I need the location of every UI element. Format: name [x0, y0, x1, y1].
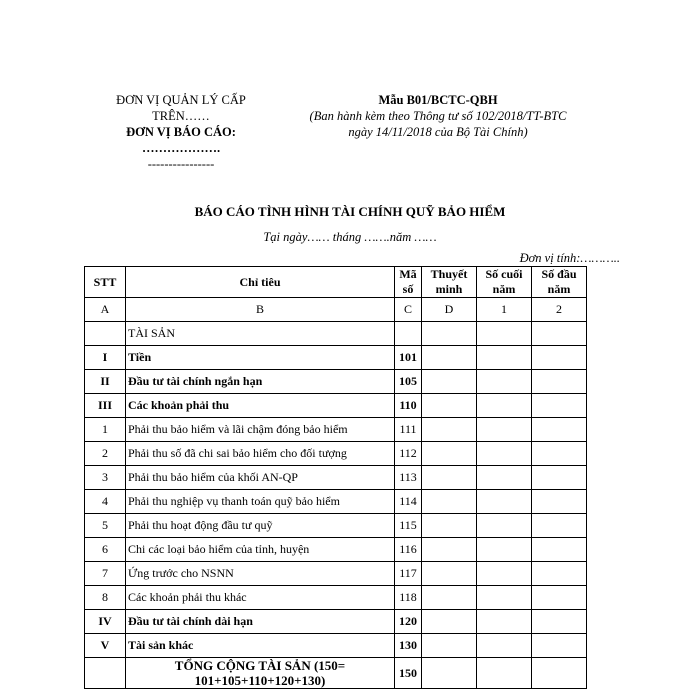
total-row [85, 658, 587, 689]
row-label: Các khoản phải thu [126, 394, 395, 418]
row-year-start-cell[interactable] [532, 442, 587, 466]
letter-cell: C [395, 298, 422, 322]
row-note-cell[interactable] [422, 586, 477, 610]
letter-cell: 2 [532, 298, 587, 322]
row-code: 113 [395, 466, 422, 490]
row-stt: V [85, 634, 126, 658]
row-year-end-cell[interactable] [477, 346, 532, 370]
row-stt: 8 [85, 586, 126, 610]
managing-unit-block [96, 92, 266, 172]
row-label: Phải thu bảo hiểm của khối AN-QP [126, 466, 395, 490]
row-code: 112 [395, 442, 422, 466]
row-label: Ứng trước cho NSNN [126, 562, 395, 586]
row-note-cell[interactable] [422, 610, 477, 634]
row-year-end-cell[interactable] [477, 370, 532, 394]
letter-cell: 1 [477, 298, 532, 322]
row-label: Tài sản khác [126, 634, 395, 658]
row-label: Phải thu bảo hiểm và lãi chậm đóng bảo hiểm [126, 418, 395, 442]
reporting-unit-label: ĐƠN VỊ BÁO CÁO: [126, 125, 236, 139]
row-year-start-cell[interactable] [532, 394, 587, 418]
row-code: 117 [395, 562, 422, 586]
row-year-end-cell[interactable] [477, 634, 532, 658]
row-note-cell[interactable] [422, 538, 477, 562]
row-year-end-cell[interactable] [477, 322, 532, 346]
row-label: Phải thu nghiệp vụ thanh toán quỹ bảo hiểm [126, 490, 395, 514]
financial-table [84, 266, 587, 689]
row-note-cell[interactable] [422, 514, 477, 538]
row-stt: I [85, 346, 126, 370]
row-year-start-cell[interactable] [532, 346, 587, 370]
letter-cell: A [85, 298, 126, 322]
row-year-end-cell[interactable] [477, 490, 532, 514]
row-year-end-cell[interactable] [477, 586, 532, 610]
header-note: Thuyết minh [422, 267, 477, 298]
row-stt: 4 [85, 490, 126, 514]
total-label [126, 658, 395, 689]
table-row [85, 322, 587, 346]
row-year-end-cell[interactable] [477, 466, 532, 490]
form-note-line2: ngày 14/11/2018 của Bộ Tài Chính) [348, 125, 528, 139]
row-note-cell[interactable] [422, 466, 477, 490]
row-label: Đầu tư tài chính dài hạn [126, 610, 395, 634]
row-note-cell[interactable] [422, 634, 477, 658]
row-year-start-cell[interactable] [532, 586, 587, 610]
row-stt [85, 322, 126, 346]
row-year-end-cell[interactable] [477, 538, 532, 562]
row-code: 130 [395, 634, 422, 658]
row-note-cell[interactable] [422, 322, 477, 346]
row-year-start-cell[interactable] [532, 514, 587, 538]
letter-cell: D [422, 298, 477, 322]
table-row [85, 586, 587, 610]
row-code: 111 [395, 418, 422, 442]
row-stt: IV [85, 610, 126, 634]
row-year-start-cell[interactable] [532, 610, 587, 634]
table-row [85, 490, 587, 514]
table-row [85, 610, 587, 634]
row-code: 120 [395, 610, 422, 634]
report-date: Tại ngày…… tháng …….năm …… [263, 230, 437, 244]
row-note-cell[interactable] [422, 370, 477, 394]
table-header-row [85, 267, 587, 298]
table-row [85, 442, 587, 466]
reporting-unit-divider: ---------------- [147, 157, 215, 171]
row-year-end-cell[interactable] [477, 562, 532, 586]
row-label: Các khoản phải thu khác [126, 586, 395, 610]
form-info-block [286, 92, 590, 140]
row-note-cell[interactable] [422, 394, 477, 418]
row-year-start-cell[interactable] [532, 490, 587, 514]
reporting-unit-value: ………………. [141, 141, 221, 155]
form-note-line1: (Ban hành kèm theo Thông tư số 102/2018/TT-BTC [309, 109, 567, 123]
row-year-end-cell[interactable] [477, 442, 532, 466]
row-code: 115 [395, 514, 422, 538]
row-code [395, 322, 422, 346]
row-year-start-cell[interactable] [532, 370, 587, 394]
row-label: Tiền [126, 346, 395, 370]
table-row [85, 418, 587, 442]
table-row [85, 538, 587, 562]
row-stt: III [85, 394, 126, 418]
row-code: 101 [395, 346, 422, 370]
total-year-end[interactable] [477, 658, 532, 689]
row-year-end-cell[interactable] [477, 514, 532, 538]
letter-cell: B [126, 298, 395, 322]
row-code: 110 [395, 394, 422, 418]
header-stt: STT [85, 267, 126, 298]
row-note-cell[interactable] [422, 418, 477, 442]
header-year-start: Số đầu năm [532, 267, 587, 298]
row-label: Phải thu số đã chi sai bảo hiểm cho đối tượng [126, 442, 395, 466]
managing-unit-label: ĐƠN VỊ QUẢN LÝ CẤP [116, 93, 246, 107]
row-label: Chi các loại bảo hiểm của tỉnh, huyện [126, 538, 395, 562]
total-note[interactable] [422, 658, 477, 689]
header-year-end: Số cuối năm [477, 267, 532, 298]
row-note-cell[interactable] [422, 562, 477, 586]
table-row [85, 562, 587, 586]
column-letter-row [85, 298, 587, 322]
row-year-start-cell[interactable] [532, 418, 587, 442]
table-row [85, 514, 587, 538]
header-code: Mã số [395, 267, 422, 298]
header-indicator: Chỉ tiêu [126, 267, 395, 298]
row-stt: 2 [85, 442, 126, 466]
row-stt: 6 [85, 538, 126, 562]
table-row [85, 466, 587, 490]
row-year-end-cell[interactable] [477, 418, 532, 442]
row-note-cell[interactable] [422, 490, 477, 514]
managing-unit-value: TRÊN…… [152, 109, 210, 123]
total-stt [85, 658, 126, 689]
form-code: Mẫu B01/BCTC-QBH [378, 93, 498, 107]
table-row [85, 634, 587, 658]
table-row [85, 370, 587, 394]
row-stt: 5 [85, 514, 126, 538]
total-code: 150 [395, 658, 422, 689]
row-label: Đầu tư tài chính ngắn hạn [126, 370, 395, 394]
row-label: TÀI SẢN [126, 322, 395, 346]
row-label: Phải thu hoạt động đầu tư quỹ [126, 514, 395, 538]
row-note-cell[interactable] [422, 346, 477, 370]
row-code: 114 [395, 490, 422, 514]
row-year-start-cell[interactable] [532, 538, 587, 562]
row-code: 118 [395, 586, 422, 610]
row-stt: 3 [85, 466, 126, 490]
table-row [85, 394, 587, 418]
row-code: 116 [395, 538, 422, 562]
row-year-start-cell[interactable] [532, 466, 587, 490]
row-code: 105 [395, 370, 422, 394]
total-label-line2: 101+105+110+120+130) [194, 673, 326, 688]
row-note-cell[interactable] [422, 442, 477, 466]
currency-unit: Đơn vị tính:……….. [519, 251, 620, 265]
row-year-start-cell[interactable] [532, 322, 587, 346]
total-label-line1: TỔNG CỘNG TÀI SẢN (150= [174, 658, 346, 673]
row-year-start-cell[interactable] [532, 634, 587, 658]
report-title: BÁO CÁO TÌNH HÌNH TÀI CHÍNH QUỸ BẢO HIỂM [194, 204, 506, 219]
table-row [85, 346, 587, 370]
row-year-start-cell[interactable] [532, 562, 587, 586]
row-stt: II [85, 370, 126, 394]
row-stt: 7 [85, 562, 126, 586]
total-year-start[interactable] [532, 658, 587, 689]
row-year-end-cell[interactable] [477, 610, 532, 634]
row-year-end-cell[interactable] [477, 394, 532, 418]
row-stt: 1 [85, 418, 126, 442]
